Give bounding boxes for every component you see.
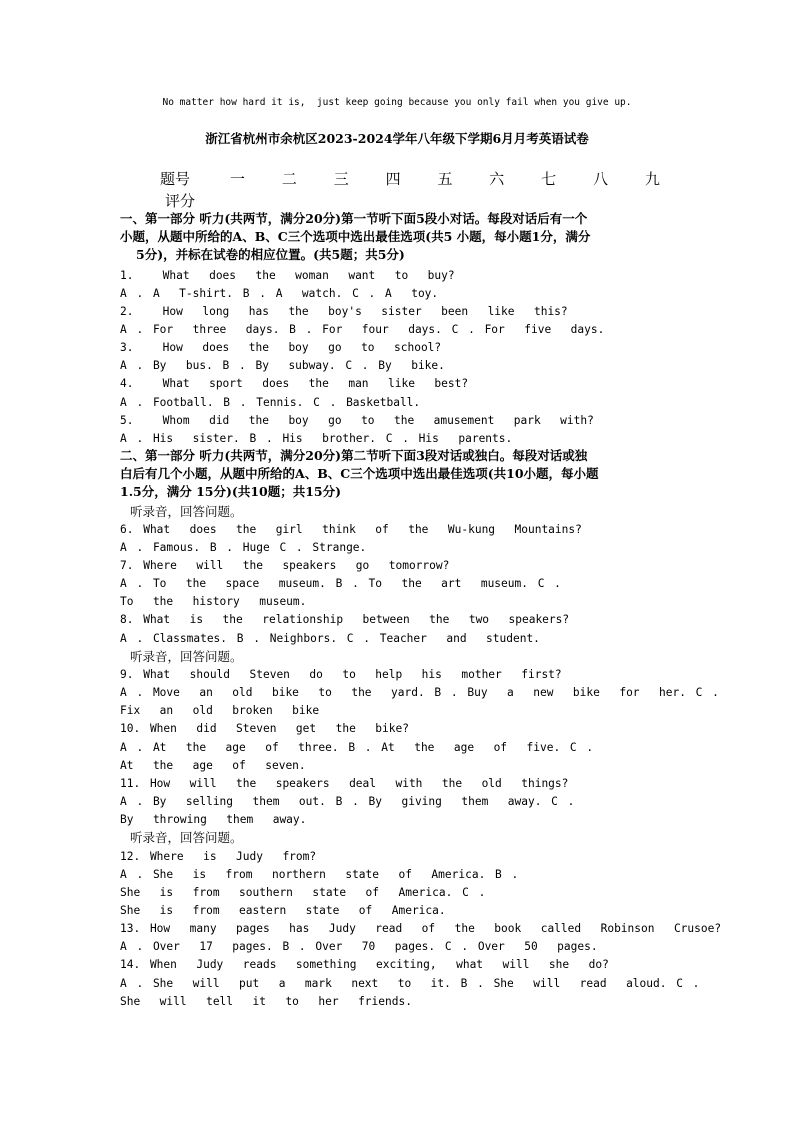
score-table-row-label: 评分 (165, 192, 196, 210)
section-1-line-2: 小题，从题中所给的A、B、C三个选项中选出最佳选项(共5 小题，每小题1分，满分 (120, 229, 591, 245)
answer-line: A . Football. B . Tennis. C . Basketball. (120, 396, 421, 409)
question-line: 8. What is the relationship between the two speakers? (120, 613, 570, 626)
question-line: 7. Where will the speakers go tomorrow? (120, 559, 450, 572)
question-line: 1. What does the woman want to buy? (120, 269, 455, 282)
answer-line: A . By selling them out. B . By giving them away. C . (120, 795, 575, 808)
answer-line: She is from eastern state of America. (120, 904, 446, 917)
section-1-line-1: 一、第一部分 听力(共两节，满分20分)第一节听下面5段小对话。每段对话后有一个 (120, 211, 588, 226)
score-col-2: 二 (281, 170, 297, 188)
answer-line: She is from southern state of America. C . (120, 886, 486, 899)
answer-line: A . Classmates. B . Neighbors. C . Teacher and student. (120, 632, 540, 645)
question-line: 12. Where is Judy from? (120, 850, 317, 863)
score-col-8: 八 (593, 170, 609, 188)
question-line: 13. How many pages has Judy read of the book called Robinson Crusoe? (120, 922, 722, 935)
answer-line: A . A T-shirt. B . A watch. C . A toy. (120, 287, 439, 300)
score-col-1: 一 (230, 170, 246, 188)
score-col-5: 五 (437, 170, 453, 188)
question-line: 2. How long has the boy's sister been like this? (120, 305, 568, 318)
section-2-instructions (120, 447, 665, 502)
listen-prompt: 听录音，回答问题。 (130, 649, 243, 664)
answer-line: By throwing them away. (120, 813, 307, 826)
score-table-head-label: 题号 (160, 170, 191, 188)
motto-header: No matter how hard it is, just keep going because you only fail when you give up. (162, 97, 632, 108)
answer-line: A . She will put a mark next to it. B . She will read aloud. C . (120, 977, 700, 990)
section-2-line-2: 白后有几个小题，从题中所给的A、B、C三个选项中选出最佳选项(共10小题，每小题 (120, 466, 599, 482)
answer-line: A . She is from northern state of America. B . (120, 868, 519, 881)
question-line: 4. What sport does the man like best? (120, 377, 469, 390)
answer-line: At the age of seven. (120, 759, 306, 772)
score-col-6: 六 (489, 170, 505, 188)
score-col-3: 三 (333, 170, 349, 188)
answer-line: A . Famous. B . Huge C . Strange. (120, 541, 367, 554)
question-line: 14. When Judy reads something exciting, what will she do? (120, 958, 609, 971)
listen-prompt: 听录音，回答问题。 (130, 830, 243, 845)
question-line: 11. How will the speakers deal with the old things? (120, 777, 569, 790)
answer-line: A . Over 17 pages. B . Over 70 pages. C . Over 50 pages. (120, 940, 598, 953)
score-col-4: 四 (385, 170, 401, 188)
question-line: 10. When did Steven get the bike? (120, 722, 409, 735)
exam-title: 浙江省杭州市余杭区2023-2024学年八年级下学期6月月考英语试卷 (205, 131, 589, 146)
answer-line: A . Move an old bike to the yard. B . Buy a new bike for her. C . (120, 686, 719, 699)
answer-line: A . At the age of three. B . At the age of five. C . (120, 741, 594, 754)
score-col-9: 九 (644, 170, 660, 188)
section-2-line-3: 1.5分，满分 15分)(共10题；共15分) (120, 484, 342, 500)
answer-line: A . His sister. B . His brother. C . His parents. (120, 432, 513, 445)
question-line: 6. What does the girl think of the Wu-kung Mountains? (120, 523, 582, 536)
section-1-line-3: 5分)，并标在试卷的相应位置。(共5题；共5分) (136, 247, 405, 263)
answer-line: A . For three days. B . For four days. C . For five days. (120, 323, 605, 336)
answer-line: A . To the space museum. B . To the art museum. C . (120, 577, 561, 590)
listen-prompt: 听录音，回答问题。 (130, 504, 243, 519)
question-line: 3. How does the boy go to school? (120, 341, 442, 354)
question-line: 9. What should Steven do to help his mother first? (120, 668, 562, 681)
answer-line: Fix an old broken bike (120, 704, 320, 717)
score-col-7: 七 (541, 170, 557, 188)
section-1-instructions (120, 210, 665, 265)
answer-line: To the history museum. (120, 595, 307, 608)
section-2-line-1: 二、第一部分 听力(共两节，满分20分)第二节听下面3段对话或独白。每段对话或独 (120, 448, 588, 463)
answer-line: She will tell it to her friends. (120, 995, 412, 1008)
score-table-columns (230, 168, 660, 189)
answer-line: A . By bus. B . By subway. C . By bike. (120, 359, 445, 372)
question-line: 5. Whom did the boy go to the amusement park with? (120, 414, 594, 427)
